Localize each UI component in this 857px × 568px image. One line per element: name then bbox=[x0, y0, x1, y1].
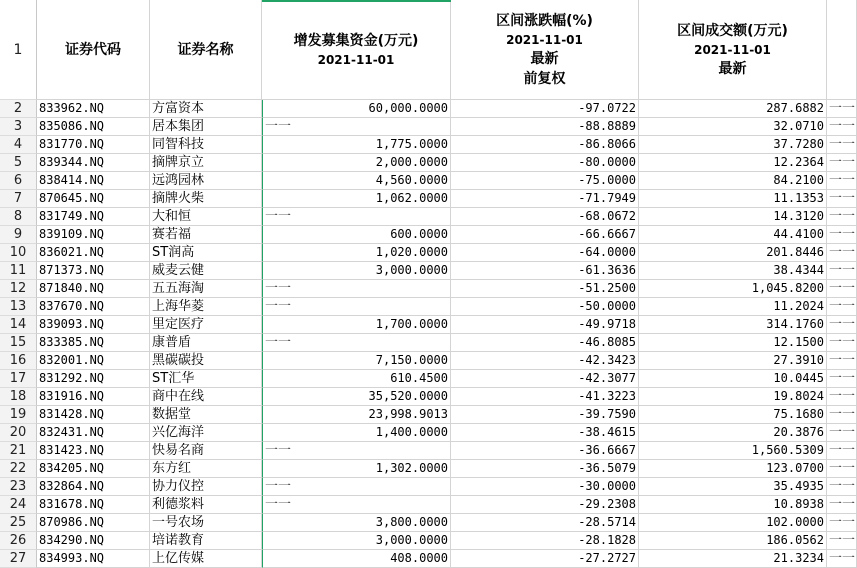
cell-turnover[interactable]: 12.1500 bbox=[639, 334, 827, 352]
cell-security-name[interactable]: 同智科技 bbox=[150, 136, 262, 154]
cell-security-code[interactable]: 871840.NQ bbox=[37, 280, 150, 298]
cell-overflow[interactable]: 一一 bbox=[829, 335, 856, 350]
header-cell-change[interactable] bbox=[451, 0, 639, 100]
header-turnover-line-2: 最新 bbox=[718, 60, 747, 77]
cell-security-name[interactable]: 远鸿园林 bbox=[150, 172, 262, 190]
cell-price-change[interactable]: -27.2727 bbox=[451, 550, 639, 568]
cell-overflow[interactable]: 一一 bbox=[829, 389, 856, 404]
row-header[interactable]: 15 bbox=[0, 334, 37, 352]
cell-price-change[interactable]: -80.0000 bbox=[451, 154, 639, 172]
cell-raised-funds[interactable]: 2,000.0000 bbox=[262, 154, 451, 172]
cell-overflow[interactable]: 一一 bbox=[829, 137, 856, 152]
cell-security-name[interactable]: ST润高 bbox=[150, 244, 262, 262]
cell-overflow[interactable]: 一一 bbox=[829, 551, 856, 566]
cell-turnover[interactable]: 20.3876 bbox=[639, 424, 827, 442]
cell-security-code[interactable]: 833385.NQ bbox=[37, 334, 150, 352]
cell-turnover[interactable]: 32.0710 bbox=[639, 118, 827, 136]
selection-indicator bbox=[262, 0, 451, 2]
cell-price-change[interactable]: -75.0000 bbox=[451, 172, 639, 190]
cell-turnover[interactable]: 1,045.8200 bbox=[639, 280, 827, 298]
cell-turnover[interactable]: 10.8938 bbox=[639, 496, 827, 514]
cell-security-code[interactable]: 832001.NQ bbox=[37, 352, 150, 370]
cell-overflow[interactable]: 一一 bbox=[829, 407, 856, 422]
cell-security-code[interactable]: 833962.NQ bbox=[37, 100, 150, 118]
cell-turnover[interactable]: 123.0700 bbox=[639, 460, 827, 478]
cell-security-name[interactable]: 摘牌京立 bbox=[150, 154, 262, 172]
cell-security-name[interactable]: 上海华菱 bbox=[150, 298, 262, 316]
cell-security-name[interactable]: 商中在线 bbox=[150, 388, 262, 406]
header-cell-code[interactable] bbox=[37, 0, 150, 100]
header-cell-turnover[interactable] bbox=[639, 0, 827, 100]
cell-turnover[interactable]: 35.4935 bbox=[639, 478, 827, 496]
cell-security-code[interactable]: 831428.NQ bbox=[37, 406, 150, 424]
cell-security-code[interactable]: 871373.NQ bbox=[37, 262, 150, 280]
cell-overflow[interactable]: 一一 bbox=[829, 461, 856, 476]
row-header[interactable]: 5 bbox=[0, 154, 37, 172]
cell-raised-funds[interactable]: 408.0000 bbox=[262, 550, 451, 568]
row-header-1[interactable]: 1 bbox=[0, 0, 37, 100]
cell-overflow[interactable]: 一一 bbox=[829, 497, 856, 512]
cell-raised-funds[interactable]: 一一 bbox=[262, 298, 451, 316]
cell-overflow[interactable]: 一一 bbox=[829, 245, 856, 260]
header-change-line-3: 前复权 bbox=[523, 70, 566, 87]
cell-price-change[interactable]: -41.3223 bbox=[451, 388, 639, 406]
cell-overflow[interactable]: 一一 bbox=[829, 155, 856, 170]
row-header[interactable]: 11 bbox=[0, 262, 37, 280]
cell-price-change[interactable]: -42.3077 bbox=[451, 370, 639, 388]
cell-security-name[interactable]: 康普盾 bbox=[150, 334, 262, 352]
cell-security-code[interactable]: 831916.NQ bbox=[37, 388, 150, 406]
cell-raised-funds[interactable]: 35,520.0000 bbox=[262, 388, 451, 406]
cell-price-change[interactable]: -30.0000 bbox=[451, 478, 639, 496]
row-header[interactable]: 26 bbox=[0, 532, 37, 550]
cell-security-name[interactable]: 兴亿海洋 bbox=[150, 424, 262, 442]
cell-price-change[interactable]: -49.9718 bbox=[451, 316, 639, 334]
cell-price-change[interactable]: -28.5714 bbox=[451, 514, 639, 532]
cell-price-change[interactable]: -29.2308 bbox=[451, 496, 639, 514]
row-header[interactable]: 12 bbox=[0, 280, 37, 298]
cell-turnover[interactable]: 186.0562 bbox=[639, 532, 827, 550]
cell-security-code[interactable]: 839093.NQ bbox=[37, 316, 150, 334]
header-turnover-line-0: 区间成交额(万元) bbox=[677, 22, 788, 39]
row-header[interactable]: 20 bbox=[0, 424, 37, 442]
cell-raised-funds[interactable]: 3,800.0000 bbox=[262, 514, 451, 532]
row-header[interactable]: 8 bbox=[0, 208, 37, 226]
cell-turnover[interactable]: 44.4100 bbox=[639, 226, 827, 244]
cell-overflow[interactable]: 一一 bbox=[829, 227, 856, 242]
cell-security-code[interactable]: 839344.NQ bbox=[37, 154, 150, 172]
cell-raised-funds[interactable]: 1,062.0000 bbox=[262, 190, 451, 208]
row-header[interactable]: 7 bbox=[0, 190, 37, 208]
cell-security-name[interactable]: 里定医疗 bbox=[150, 316, 262, 334]
cell-raised-funds[interactable]: 1,302.0000 bbox=[262, 460, 451, 478]
cell-security-code[interactable]: 831749.NQ bbox=[37, 208, 150, 226]
cell-overflow[interactable]: 一一 bbox=[829, 533, 856, 548]
cell-security-code[interactable]: 831678.NQ bbox=[37, 496, 150, 514]
cell-price-change[interactable]: -38.4615 bbox=[451, 424, 639, 442]
row-header[interactable]: 24 bbox=[0, 496, 37, 514]
cell-price-change[interactable]: -97.0722 bbox=[451, 100, 639, 118]
cell-raised-funds[interactable]: 1,400.0000 bbox=[262, 424, 451, 442]
cell-overflow[interactable]: 一一 bbox=[829, 173, 856, 188]
cell-security-name[interactable]: 居本集团 bbox=[150, 118, 262, 136]
cell-security-name[interactable]: 快易名商 bbox=[150, 442, 262, 460]
row-header[interactable]: 13 bbox=[0, 298, 37, 316]
cell-price-change[interactable]: -36.6667 bbox=[451, 442, 639, 460]
cell-security-code[interactable]: 831770.NQ bbox=[37, 136, 150, 154]
cell-raised-funds[interactable]: 3,000.0000 bbox=[262, 532, 451, 550]
cell-overflow[interactable]: 一一 bbox=[829, 317, 856, 332]
header-cell-name[interactable] bbox=[150, 0, 262, 100]
cell-security-code[interactable]: 835086.NQ bbox=[37, 118, 150, 136]
cell-price-change[interactable]: -51.2500 bbox=[451, 280, 639, 298]
cell-security-code[interactable]: 836021.NQ bbox=[37, 244, 150, 262]
cell-raised-funds[interactable]: 1,700.0000 bbox=[262, 316, 451, 334]
cell-security-name[interactable]: 协力仪控 bbox=[150, 478, 262, 496]
row-header[interactable]: 10 bbox=[0, 244, 37, 262]
cell-turnover[interactable]: 12.2364 bbox=[639, 154, 827, 172]
cell-raised-funds[interactable]: 600.0000 bbox=[262, 226, 451, 244]
cell-overflow[interactable]: 一一 bbox=[829, 119, 856, 134]
cell-raised-funds[interactable]: 一一 bbox=[262, 334, 451, 352]
cell-turnover[interactable]: 11.2024 bbox=[639, 298, 827, 316]
cell-raised-funds[interactable]: 3,000.0000 bbox=[262, 262, 451, 280]
cell-security-name[interactable]: 利德浆料 bbox=[150, 496, 262, 514]
cell-price-change[interactable]: -66.6667 bbox=[451, 226, 639, 244]
cell-overflow[interactable]: 一一 bbox=[829, 263, 856, 278]
cell-security-code[interactable]: 870986.NQ bbox=[37, 514, 150, 532]
cell-overflow[interactable]: 一一 bbox=[829, 299, 856, 314]
cell-price-change[interactable]: -50.0000 bbox=[451, 298, 639, 316]
row-header[interactable]: 3 bbox=[0, 118, 37, 136]
cell-turnover[interactable]: 38.4344 bbox=[639, 262, 827, 280]
cell-turnover[interactable]: 287.6882 bbox=[639, 100, 827, 118]
cell-security-name[interactable]: ST汇华 bbox=[150, 370, 262, 388]
cell-security-code[interactable]: 870645.NQ bbox=[37, 190, 150, 208]
cell-turnover[interactable]: 102.0000 bbox=[639, 514, 827, 532]
cell-security-code[interactable]: 832431.NQ bbox=[37, 424, 150, 442]
cell-raised-funds[interactable]: 一一 bbox=[262, 280, 451, 298]
cell-turnover[interactable]: 14.3120 bbox=[639, 208, 827, 226]
header-raise-line-1: 2021-11-01 bbox=[317, 52, 395, 67]
row-header[interactable]: 18 bbox=[0, 388, 37, 406]
header-cell-extra[interactable] bbox=[827, 0, 857, 100]
header-change-line-0: 区间涨跌幅(%) bbox=[496, 12, 593, 29]
cell-raised-funds[interactable]: 7,150.0000 bbox=[262, 352, 451, 370]
cell-security-name[interactable]: 一号农场 bbox=[150, 514, 262, 532]
header-raise-line-0: 增发募集资金(万元) bbox=[293, 32, 419, 49]
cell-turnover[interactable]: 75.1680 bbox=[639, 406, 827, 424]
cell-overflow[interactable]: 一一 bbox=[829, 191, 856, 206]
cell-security-code[interactable]: 834993.NQ bbox=[37, 550, 150, 568]
header-cell-raise[interactable] bbox=[262, 0, 451, 100]
header-change-line-1: 2021-11-01 bbox=[506, 32, 583, 47]
cell-security-name[interactable]: 黑碳碳投 bbox=[150, 352, 262, 370]
row-header[interactable]: 22 bbox=[0, 460, 37, 478]
row-header[interactable]: 21 bbox=[0, 442, 37, 460]
cell-price-change[interactable]: -28.1828 bbox=[451, 532, 639, 550]
cell-price-change[interactable]: -36.5079 bbox=[451, 460, 639, 478]
cell-security-name[interactable]: 上亿传媒 bbox=[150, 550, 262, 568]
cell-turnover[interactable]: 314.1760 bbox=[639, 316, 827, 334]
cell-turnover[interactable]: 19.8024 bbox=[639, 388, 827, 406]
cell-overflow[interactable]: 一一 bbox=[829, 443, 856, 458]
cell-turnover[interactable]: 11.1353 bbox=[639, 190, 827, 208]
cell-turnover[interactable]: 27.3910 bbox=[639, 352, 827, 370]
cell-raised-funds[interactable]: 610.4500 bbox=[262, 370, 451, 388]
cell-price-change[interactable]: -61.3636 bbox=[451, 262, 639, 280]
cell-overflow[interactable]: 一一 bbox=[829, 371, 856, 386]
cell-security-code[interactable]: 832864.NQ bbox=[37, 478, 150, 496]
row-header[interactable]: 19 bbox=[0, 406, 37, 424]
header-code-line-0: 证券代码 bbox=[65, 41, 121, 58]
cell-security-code[interactable]: 834290.NQ bbox=[37, 532, 150, 550]
cell-overflow[interactable]: 一一 bbox=[829, 101, 856, 116]
cell-overflow[interactable]: 一一 bbox=[829, 353, 856, 368]
cell-overflow[interactable]: 一一 bbox=[829, 209, 856, 224]
cell-raised-funds[interactable]: 一一 bbox=[262, 442, 451, 460]
cell-price-change[interactable]: -71.7949 bbox=[451, 190, 639, 208]
header-name-line-0: 证券名称 bbox=[177, 41, 234, 58]
cell-price-change[interactable]: -42.3423 bbox=[451, 352, 639, 370]
cell-price-change[interactable]: -39.7590 bbox=[451, 406, 639, 424]
cell-turnover[interactable]: 1,560.5309 bbox=[639, 442, 827, 460]
row-header[interactable]: 14 bbox=[0, 316, 37, 334]
cell-overflow[interactable]: 一一 bbox=[829, 425, 856, 440]
cell-security-name[interactable]: 摘牌火柴 bbox=[150, 190, 262, 208]
cell-overflow[interactable]: 一一 bbox=[829, 515, 856, 530]
row-header[interactable]: 23 bbox=[0, 478, 37, 496]
header-change-line-2: 最新 bbox=[530, 50, 559, 67]
cell-raised-funds[interactable]: 4,560.0000 bbox=[262, 172, 451, 190]
row-header[interactable]: 27 bbox=[0, 550, 37, 568]
cell-security-code[interactable]: 834205.NQ bbox=[37, 460, 150, 478]
cell-security-name[interactable]: 数据堂 bbox=[150, 406, 262, 424]
cell-turnover[interactable]: 201.8446 bbox=[639, 244, 827, 262]
cell-raised-funds[interactable]: 1,020.0000 bbox=[262, 244, 451, 262]
cell-turnover[interactable]: 10.0445 bbox=[639, 370, 827, 388]
cell-raised-funds[interactable]: 一一 bbox=[262, 478, 451, 496]
cell-raised-funds[interactable]: 1,775.0000 bbox=[262, 136, 451, 154]
row-header[interactable]: 6 bbox=[0, 172, 37, 190]
cell-security-name[interactable]: 方富资本 bbox=[150, 100, 262, 118]
row-header[interactable]: 16 bbox=[0, 352, 37, 370]
cell-security-name[interactable]: 威麦云健 bbox=[150, 262, 262, 280]
row-header[interactable]: 4 bbox=[0, 136, 37, 154]
cell-raised-funds[interactable]: 一一 bbox=[262, 208, 451, 226]
cell-raised-funds[interactable]: 60,000.0000 bbox=[262, 100, 451, 118]
cell-security-code[interactable]: 831423.NQ bbox=[37, 442, 150, 460]
row-header[interactable]: 17 bbox=[0, 370, 37, 388]
cell-overflow[interactable]: 一一 bbox=[829, 479, 856, 494]
cell-security-name[interactable]: 培诺教育 bbox=[150, 532, 262, 550]
cell-security-code[interactable]: 838414.NQ bbox=[37, 172, 150, 190]
cell-security-name[interactable]: 五五海淘 bbox=[150, 280, 262, 298]
cell-security-code[interactable]: 839109.NQ bbox=[37, 226, 150, 244]
cell-raised-funds[interactable]: 一一 bbox=[262, 118, 451, 136]
cell-price-change[interactable]: -68.0672 bbox=[451, 208, 639, 226]
cell-security-code[interactable]: 837670.NQ bbox=[37, 298, 150, 316]
cell-turnover[interactable]: 84.2100 bbox=[639, 172, 827, 190]
cell-price-change[interactable]: -86.8066 bbox=[451, 136, 639, 154]
row-header[interactable]: 25 bbox=[0, 514, 37, 532]
header-turnover-line-1: 2021-11-01 bbox=[694, 42, 771, 57]
row-header[interactable]: 9 bbox=[0, 226, 37, 244]
cell-price-change[interactable]: -64.0000 bbox=[451, 244, 639, 262]
cell-raised-funds[interactable]: 一一 bbox=[262, 496, 451, 514]
cell-turnover[interactable]: 21.3234 bbox=[639, 550, 827, 568]
cell-security-name[interactable]: 大和恒 bbox=[150, 208, 262, 226]
cell-turnover[interactable]: 37.7280 bbox=[639, 136, 827, 154]
cell-price-change[interactable]: -88.8889 bbox=[451, 118, 639, 136]
row-header[interactable]: 2 bbox=[0, 100, 37, 118]
cell-raised-funds[interactable]: 23,998.9013 bbox=[262, 406, 451, 424]
cell-security-name[interactable]: 东方红 bbox=[150, 460, 262, 478]
cell-security-code[interactable]: 831292.NQ bbox=[37, 370, 150, 388]
cell-price-change[interactable]: -46.8085 bbox=[451, 334, 639, 352]
cell-overflow[interactable]: 一一 bbox=[829, 281, 856, 296]
cell-security-name[interactable]: 赛若福 bbox=[150, 226, 262, 244]
